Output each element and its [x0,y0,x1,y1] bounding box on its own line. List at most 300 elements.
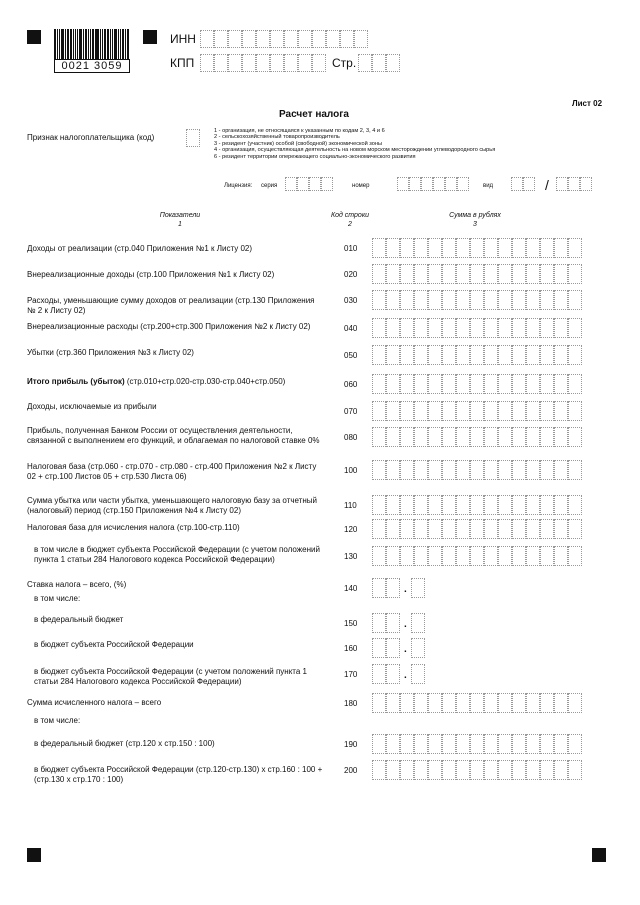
input-cell[interactable] [526,734,540,754]
rate-frac-field-160[interactable] [411,638,425,658]
input-cell[interactable] [498,495,512,515]
input-cell[interactable] [428,427,442,447]
input-cell[interactable] [428,238,442,258]
input-cell[interactable] [386,519,400,539]
input-cell[interactable] [372,693,386,713]
input-cell[interactable] [340,30,354,48]
input-cell[interactable] [470,374,484,394]
input-cell[interactable] [554,290,568,310]
input-cell[interactable] [386,345,400,365]
input-cell[interactable] [386,427,400,447]
input-cell[interactable] [414,290,428,310]
sum-field-110[interactable] [372,495,582,515]
input-cell[interactable] [568,374,582,394]
input-cell[interactable] [556,177,568,191]
input-cell[interactable] [484,374,498,394]
input-cell[interactable] [284,30,298,48]
input-cell[interactable] [414,495,428,515]
input-cell[interactable] [554,427,568,447]
input-cell[interactable] [484,519,498,539]
input-cell[interactable] [411,578,425,598]
input-cell[interactable] [484,238,498,258]
input-cell[interactable] [554,495,568,515]
input-cell[interactable] [372,54,386,72]
input-cell[interactable] [386,613,400,633]
input-cell[interactable] [372,264,386,284]
input-cell[interactable] [400,734,414,754]
input-cell[interactable] [554,264,568,284]
input-cell[interactable] [470,495,484,515]
input-cell[interactable] [456,734,470,754]
input-cell[interactable] [228,54,242,72]
license-number-field[interactable] [397,177,469,191]
input-cell[interactable] [414,401,428,421]
input-cell[interactable] [428,734,442,754]
input-cell[interactable] [554,345,568,365]
input-cell[interactable] [386,264,400,284]
input-cell[interactable] [456,546,470,566]
input-cell[interactable] [470,264,484,284]
input-cell[interactable] [400,460,414,480]
input-cell[interactable] [372,318,386,338]
input-cell[interactable] [484,427,498,447]
input-cell[interactable] [312,30,326,48]
input-cell[interactable] [526,427,540,447]
input-cell[interactable] [512,427,526,447]
input-cell[interactable] [428,546,442,566]
input-cell[interactable] [228,30,242,48]
input-cell[interactable] [540,238,554,258]
input-cell[interactable] [554,519,568,539]
input-cell[interactable] [512,460,526,480]
input-cell[interactable] [498,401,512,421]
rate-int-field-150[interactable] [372,613,400,633]
input-cell[interactable] [372,578,386,598]
input-cell[interactable] [523,177,535,191]
input-cell[interactable] [484,401,498,421]
input-cell[interactable] [400,238,414,258]
input-cell[interactable] [540,519,554,539]
input-cell[interactable] [470,519,484,539]
input-cell[interactable] [372,495,386,515]
input-cell[interactable] [554,238,568,258]
input-cell[interactable] [414,519,428,539]
input-cell[interactable] [442,290,456,310]
input-cell[interactable] [512,760,526,780]
input-cell[interactable] [498,693,512,713]
input-cell[interactable] [411,664,425,684]
license-kind-field-1[interactable] [511,177,535,191]
input-cell[interactable] [498,374,512,394]
sum-field-010[interactable] [372,238,582,258]
input-cell[interactable] [442,693,456,713]
input-cell[interactable] [386,760,400,780]
input-cell[interactable] [242,30,256,48]
input-cell[interactable] [456,290,470,310]
input-cell[interactable] [400,318,414,338]
input-cell[interactable] [457,177,469,191]
input-cell[interactable] [512,345,526,365]
input-cell[interactable] [484,734,498,754]
input-cell[interactable] [442,374,456,394]
input-cell[interactable] [414,546,428,566]
input-cell[interactable] [372,460,386,480]
sum-field-030[interactable] [372,290,582,310]
input-cell[interactable] [540,290,554,310]
rate-int-field-170[interactable] [372,664,400,684]
sum-field-020[interactable] [372,264,582,284]
input-cell[interactable] [512,734,526,754]
input-cell[interactable] [498,460,512,480]
input-cell[interactable] [568,290,582,310]
input-cell[interactable] [428,374,442,394]
input-cell[interactable] [372,238,386,258]
input-cell[interactable] [400,345,414,365]
input-cell[interactable] [554,734,568,754]
input-cell[interactable] [442,318,456,338]
input-cell[interactable] [484,495,498,515]
input-cell[interactable] [372,613,386,633]
input-cell[interactable] [498,318,512,338]
input-cell[interactable] [400,401,414,421]
input-cell[interactable] [428,495,442,515]
input-cell[interactable] [498,238,512,258]
input-cell[interactable] [470,693,484,713]
input-cell[interactable] [526,401,540,421]
input-cell[interactable] [298,30,312,48]
input-cell[interactable] [386,318,400,338]
input-cell[interactable] [372,401,386,421]
input-cell[interactable] [484,290,498,310]
input-cell[interactable] [256,54,270,72]
input-cell[interactable] [386,401,400,421]
input-cell[interactable] [512,238,526,258]
input-cell[interactable] [442,760,456,780]
input-cell[interactable] [456,238,470,258]
input-cell[interactable] [372,664,386,684]
input-cell[interactable] [568,460,582,480]
input-cell[interactable] [554,693,568,713]
input-cell[interactable] [512,264,526,284]
input-cell[interactable] [568,519,582,539]
input-cell[interactable] [498,734,512,754]
input-cell[interactable] [242,54,256,72]
input-cell[interactable] [512,374,526,394]
input-cell[interactable] [372,638,386,658]
input-cell[interactable] [540,401,554,421]
input-cell[interactable] [540,693,554,713]
input-cell[interactable] [512,401,526,421]
input-cell[interactable] [526,345,540,365]
input-cell[interactable] [414,318,428,338]
input-cell[interactable] [540,318,554,338]
input-cell[interactable] [456,318,470,338]
input-cell[interactable] [186,129,200,147]
input-cell[interactable] [386,460,400,480]
input-cell[interactable] [512,519,526,539]
rate-int-field-140[interactable] [372,578,400,598]
input-cell[interactable] [386,578,400,598]
input-cell[interactable] [386,495,400,515]
kpp-field[interactable] [200,54,326,72]
input-cell[interactable] [442,734,456,754]
input-cell[interactable] [456,374,470,394]
input-cell[interactable] [386,693,400,713]
input-cell[interactable] [526,374,540,394]
input-cell[interactable] [526,519,540,539]
input-cell[interactable] [470,427,484,447]
input-cell[interactable] [526,460,540,480]
input-cell[interactable] [285,177,297,191]
input-cell[interactable] [512,495,526,515]
input-cell[interactable] [470,318,484,338]
input-cell[interactable] [270,54,284,72]
page-number-field[interactable] [358,54,400,72]
input-cell[interactable] [498,546,512,566]
input-cell[interactable] [456,495,470,515]
input-cell[interactable] [568,401,582,421]
input-cell[interactable] [498,290,512,310]
input-cell[interactable] [397,177,409,191]
input-cell[interactable] [297,177,309,191]
input-cell[interactable] [414,734,428,754]
input-cell[interactable] [540,495,554,515]
input-cell[interactable] [214,54,228,72]
input-cell[interactable] [309,177,321,191]
input-cell[interactable] [372,734,386,754]
input-cell[interactable] [428,760,442,780]
input-cell[interactable] [470,546,484,566]
input-cell[interactable] [400,519,414,539]
sum-field-200[interactable] [372,760,582,780]
input-cell[interactable] [400,546,414,566]
input-cell[interactable] [470,238,484,258]
input-cell[interactable] [526,495,540,515]
sum-field-180[interactable] [372,693,582,713]
rate-int-field-160[interactable] [372,638,400,658]
input-cell[interactable] [414,345,428,365]
input-cell[interactable] [456,345,470,365]
input-cell[interactable] [411,638,425,658]
input-cell[interactable] [421,177,433,191]
input-cell[interactable] [442,401,456,421]
input-cell[interactable] [400,495,414,515]
input-cell[interactable] [414,760,428,780]
sum-field-080[interactable] [372,427,582,447]
input-cell[interactable] [484,345,498,365]
input-cell[interactable] [484,264,498,284]
input-cell[interactable] [526,760,540,780]
rate-frac-field-170[interactable] [411,664,425,684]
sum-field-100[interactable] [372,460,582,480]
input-cell[interactable] [456,264,470,284]
input-cell[interactable] [568,546,582,566]
input-cell[interactable] [470,760,484,780]
input-cell[interactable] [470,401,484,421]
input-cell[interactable] [568,238,582,258]
input-cell[interactable] [526,290,540,310]
input-cell[interactable] [372,546,386,566]
input-cell[interactable] [400,760,414,780]
input-cell[interactable] [400,693,414,713]
sum-field-190[interactable] [372,734,582,754]
input-cell[interactable] [372,290,386,310]
sum-field-040[interactable] [372,318,582,338]
input-cell[interactable] [470,734,484,754]
input-cell[interactable] [498,345,512,365]
sum-field-130[interactable] [372,546,582,566]
input-cell[interactable] [512,290,526,310]
input-cell[interactable] [442,345,456,365]
input-cell[interactable] [445,177,457,191]
input-cell[interactable] [540,264,554,284]
input-cell[interactable] [540,760,554,780]
input-cell[interactable] [409,177,421,191]
input-cell[interactable] [498,264,512,284]
sum-field-060[interactable] [372,374,582,394]
input-cell[interactable] [498,760,512,780]
input-cell[interactable] [428,693,442,713]
input-cell[interactable] [568,427,582,447]
license-series-field[interactable] [285,177,333,191]
input-cell[interactable] [498,519,512,539]
input-cell[interactable] [580,177,592,191]
input-cell[interactable] [414,460,428,480]
input-cell[interactable] [568,345,582,365]
input-cell[interactable] [498,427,512,447]
input-cell[interactable] [428,318,442,338]
input-cell[interactable] [428,460,442,480]
input-cell[interactable] [414,427,428,447]
input-cell[interactable] [554,318,568,338]
input-cell[interactable] [456,460,470,480]
input-cell[interactable] [200,54,214,72]
input-cell[interactable] [442,495,456,515]
input-cell[interactable] [554,401,568,421]
input-cell[interactable] [428,401,442,421]
input-cell[interactable] [200,30,214,48]
input-cell[interactable] [470,290,484,310]
sum-field-050[interactable] [372,345,582,365]
input-cell[interactable] [428,345,442,365]
input-cell[interactable] [442,427,456,447]
input-cell[interactable] [386,664,400,684]
input-cell[interactable] [568,760,582,780]
input-cell[interactable] [326,30,340,48]
input-cell[interactable] [442,519,456,539]
input-cell[interactable] [540,374,554,394]
input-cell[interactable] [526,693,540,713]
input-cell[interactable] [386,54,400,72]
input-cell[interactable] [526,318,540,338]
input-cell[interactable] [470,460,484,480]
input-cell[interactable] [312,54,326,72]
input-cell[interactable] [568,264,582,284]
taxpayer-code-field[interactable] [186,129,200,147]
input-cell[interactable] [372,427,386,447]
input-cell[interactable] [372,345,386,365]
input-cell[interactable] [433,177,445,191]
input-cell[interactable] [400,374,414,394]
rate-frac-field-140[interactable] [411,578,425,598]
input-cell[interactable] [456,760,470,780]
input-cell[interactable] [270,30,284,48]
input-cell[interactable] [484,546,498,566]
input-cell[interactable] [484,693,498,713]
input-cell[interactable] [554,460,568,480]
input-cell[interactable] [386,374,400,394]
input-cell[interactable] [284,54,298,72]
input-cell[interactable] [456,519,470,539]
input-cell[interactable] [428,264,442,284]
input-cell[interactable] [386,290,400,310]
input-cell[interactable] [456,427,470,447]
input-cell[interactable] [512,318,526,338]
input-cell[interactable] [386,638,400,658]
sum-field-120[interactable] [372,519,582,539]
input-cell[interactable] [411,613,425,633]
input-cell[interactable] [400,427,414,447]
sum-field-070[interactable] [372,401,582,421]
rate-frac-field-150[interactable] [411,613,425,633]
input-cell[interactable] [428,290,442,310]
input-cell[interactable] [386,734,400,754]
input-cell[interactable] [442,546,456,566]
input-cell[interactable] [484,760,498,780]
input-cell[interactable] [256,30,270,48]
input-cell[interactable] [372,760,386,780]
input-cell[interactable] [372,519,386,539]
input-cell[interactable] [414,238,428,258]
input-cell[interactable] [400,290,414,310]
input-cell[interactable] [298,54,312,72]
input-cell[interactable] [414,264,428,284]
input-cell[interactable] [456,401,470,421]
input-cell[interactable] [554,374,568,394]
input-cell[interactable] [554,760,568,780]
input-cell[interactable] [540,734,554,754]
input-cell[interactable] [456,693,470,713]
input-cell[interactable] [526,264,540,284]
input-cell[interactable] [386,546,400,566]
input-cell[interactable] [442,264,456,284]
input-cell[interactable] [512,546,526,566]
input-cell[interactable] [568,318,582,338]
input-cell[interactable] [554,546,568,566]
input-cell[interactable] [358,54,372,72]
input-cell[interactable] [400,264,414,284]
input-cell[interactable] [526,546,540,566]
input-cell[interactable] [568,177,580,191]
input-cell[interactable] [526,238,540,258]
input-cell[interactable] [372,374,386,394]
license-kind-field-2[interactable] [556,177,592,191]
input-cell[interactable] [414,374,428,394]
input-cell[interactable] [540,546,554,566]
input-cell[interactable] [386,238,400,258]
input-cell[interactable] [540,427,554,447]
input-cell[interactable] [428,519,442,539]
input-cell[interactable] [214,30,228,48]
inn-field[interactable] [200,30,368,48]
input-cell[interactable] [442,460,456,480]
input-cell[interactable] [511,177,523,191]
input-cell[interactable] [321,177,333,191]
input-cell[interactable] [442,238,456,258]
input-cell[interactable] [568,734,582,754]
input-cell[interactable] [568,495,582,515]
input-cell[interactable] [540,345,554,365]
